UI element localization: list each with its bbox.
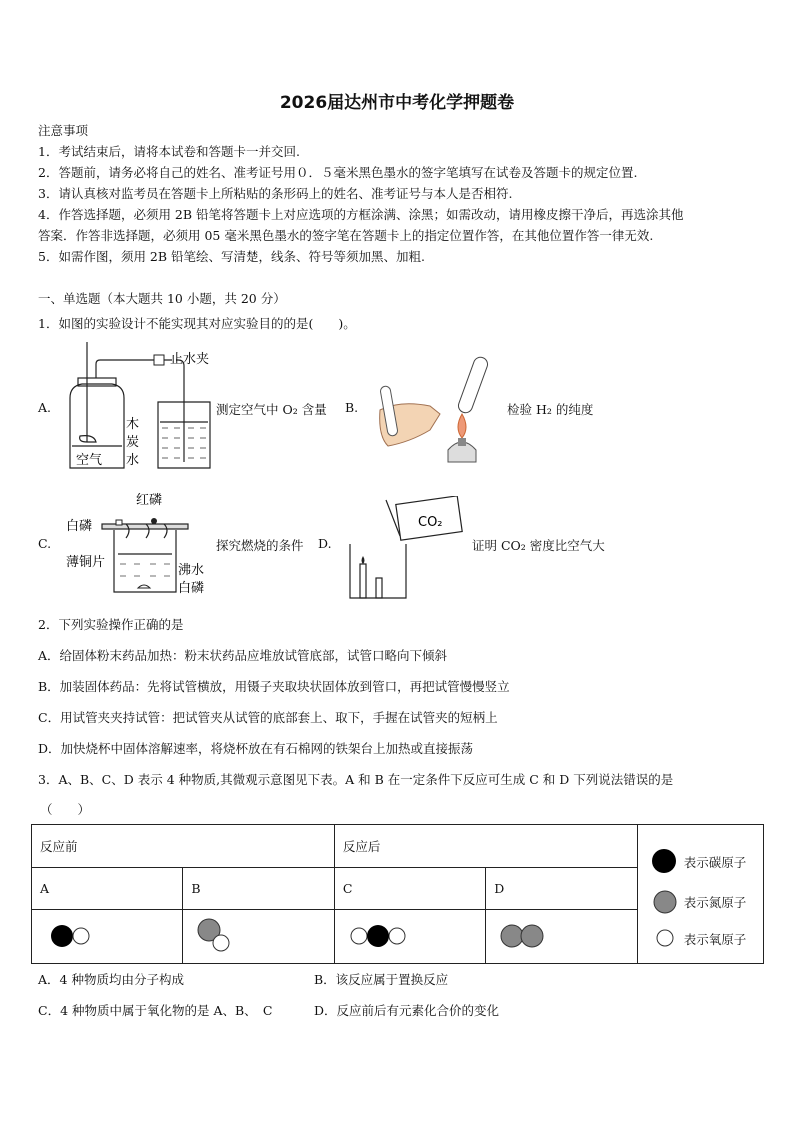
reaction-table bbox=[31, 824, 764, 964]
molecule-a-cell bbox=[32, 910, 183, 964]
q1-option-c-caption: 探究燃烧的条件 bbox=[216, 538, 304, 553]
q1-option-a-label: A. bbox=[38, 400, 52, 415]
header-before: 反应前 bbox=[32, 825, 335, 868]
molecule-d bbox=[486, 910, 630, 960]
label-white-phosphorus-2: 白磷 bbox=[178, 581, 205, 596]
molecule-d-cell bbox=[486, 910, 637, 964]
q3-option: B．该反应属于置换反应 bbox=[314, 972, 449, 987]
notice-item: 2．答题前，请务必将自己的姓名、准考证号用０．５毫米黑色墨水的签字笔填写在试卷及答题卡的规定位置. bbox=[38, 165, 638, 180]
q2-option: B．加装固体药品：先将试管横放，用镊子夹取块状固体放到管口，再把试管慢慢竖立 bbox=[38, 679, 510, 694]
molecule-b-cell bbox=[183, 910, 334, 964]
figure-c-combustion-conditions bbox=[66, 492, 216, 598]
legend-nitrogen: 表示氮原子 bbox=[683, 895, 747, 910]
label-wood: 木 bbox=[126, 417, 140, 432]
figure-d-co2-density bbox=[346, 496, 470, 600]
molecule-c-cell bbox=[334, 910, 485, 964]
notice-item: 3．请认真核对监考员在答题卡上所粘贴的条形码上的姓名、准考证号与本人是否相符. bbox=[38, 186, 513, 201]
header-after: 反应后 bbox=[334, 825, 637, 868]
figure-b-hydrogen-purity-test bbox=[370, 350, 500, 470]
figure-a-air-oxygen-apparatus bbox=[60, 342, 220, 474]
label-white-phosphorus: 白磷 bbox=[66, 519, 93, 534]
q3-option: D．反应前后有元素化合价的变化 bbox=[314, 1003, 500, 1018]
oxygen-atom-icon bbox=[654, 927, 676, 949]
label-clamp: 止水夹 bbox=[170, 352, 210, 367]
legend-cell bbox=[637, 825, 763, 964]
q1-option-d-label: D. bbox=[318, 536, 332, 551]
q2-option: D．加快烧杯中固体溶解速率，将烧杯放在有石棉网的铁架台上加热或直接振荡 bbox=[38, 741, 474, 756]
legend-oxygen: 表示氧原子 bbox=[683, 932, 747, 947]
notice-item: 答案．作答非选择题，必须用 05 毫米黑色墨水的签字笔在答题卡上的指定位置作答，在其他位置作答一律无效. bbox=[38, 228, 654, 243]
label-copper-sheet: 薄铜片 bbox=[66, 555, 106, 570]
label-red-phosphorus: 红磷 bbox=[136, 493, 163, 508]
label-water: 水 bbox=[126, 453, 140, 468]
label-co2: CO₂ bbox=[418, 515, 443, 530]
label-air: 空气 bbox=[76, 453, 103, 468]
col-c: C bbox=[334, 868, 485, 910]
q3-option: A．4 种物质均由分子构成 bbox=[38, 972, 184, 987]
section-heading: 一、单选题（本大题共 10 小题，共 20 分） bbox=[38, 291, 286, 306]
q1-option-c-label: C. bbox=[38, 536, 52, 551]
notice-item: 4．作答选择题，必须用 2B 铅笔将答题卡上对应选项的方框涂满、涂黑；如需改动，请用橡皮擦干净后，再选涂其他 bbox=[38, 207, 684, 222]
carbon-atom-icon bbox=[650, 847, 678, 875]
q1-option-b-caption: 检验 H₂ 的纯度 bbox=[507, 402, 594, 417]
col-b: B bbox=[183, 868, 334, 910]
label-charcoal: 炭 bbox=[126, 435, 140, 450]
q1-option-d-caption: 证明 CO₂ 密度比空气大 bbox=[472, 538, 605, 553]
molecule-b bbox=[183, 910, 327, 960]
col-d: D bbox=[486, 868, 637, 910]
page-title: 2026届达州市中考化学押题卷 bbox=[279, 93, 515, 113]
question-3-stem: 3．A、B、C、D 表示 4 种物质,其微观示意图见下表。A 和 B 在一定条件下反应可生成 C 和 D 下列说法错误的是 bbox=[38, 772, 674, 787]
q2-option: A．给固体粉末药品加热：粉末状药品应堆放试管底部，试管口略向下倾斜 bbox=[38, 648, 448, 663]
label-boiling-water: 沸水 bbox=[178, 563, 205, 578]
notice-heading: 注意事项 bbox=[38, 123, 89, 138]
q2-option: C．用试管夹夹持试管：把试管夹从试管的底部套上、取下，手握在试管夹的短柄上 bbox=[38, 710, 498, 725]
legend-carbon: 表示碳原子 bbox=[683, 855, 747, 870]
molecule-c bbox=[335, 910, 479, 960]
q1-option-b-label: B. bbox=[345, 400, 359, 415]
q3-option: C．4 种物质中属于氧化物的是 A、B、 C bbox=[38, 1003, 273, 1018]
notice-item: 1．考试结束后，请将本试卷和答题卡一并交回. bbox=[38, 144, 300, 159]
question-1-stem: 1．如图的实验设计不能实现其对应实验目的的是( )。 bbox=[38, 316, 356, 331]
nitrogen-atom-icon bbox=[652, 889, 678, 915]
molecule-a bbox=[32, 910, 176, 960]
col-a: A bbox=[32, 868, 183, 910]
q1-option-a-caption: 测定空气中 O₂ 含量 bbox=[216, 402, 327, 417]
question-2-stem: 2．下列实验操作正确的是 bbox=[38, 617, 184, 632]
question-3-paren: （ ） bbox=[40, 802, 91, 817]
notice-item: 5．如需作图，须用 2B 铅笔绘、写清楚，线条、符号等须加黑、加粗. bbox=[38, 249, 426, 264]
